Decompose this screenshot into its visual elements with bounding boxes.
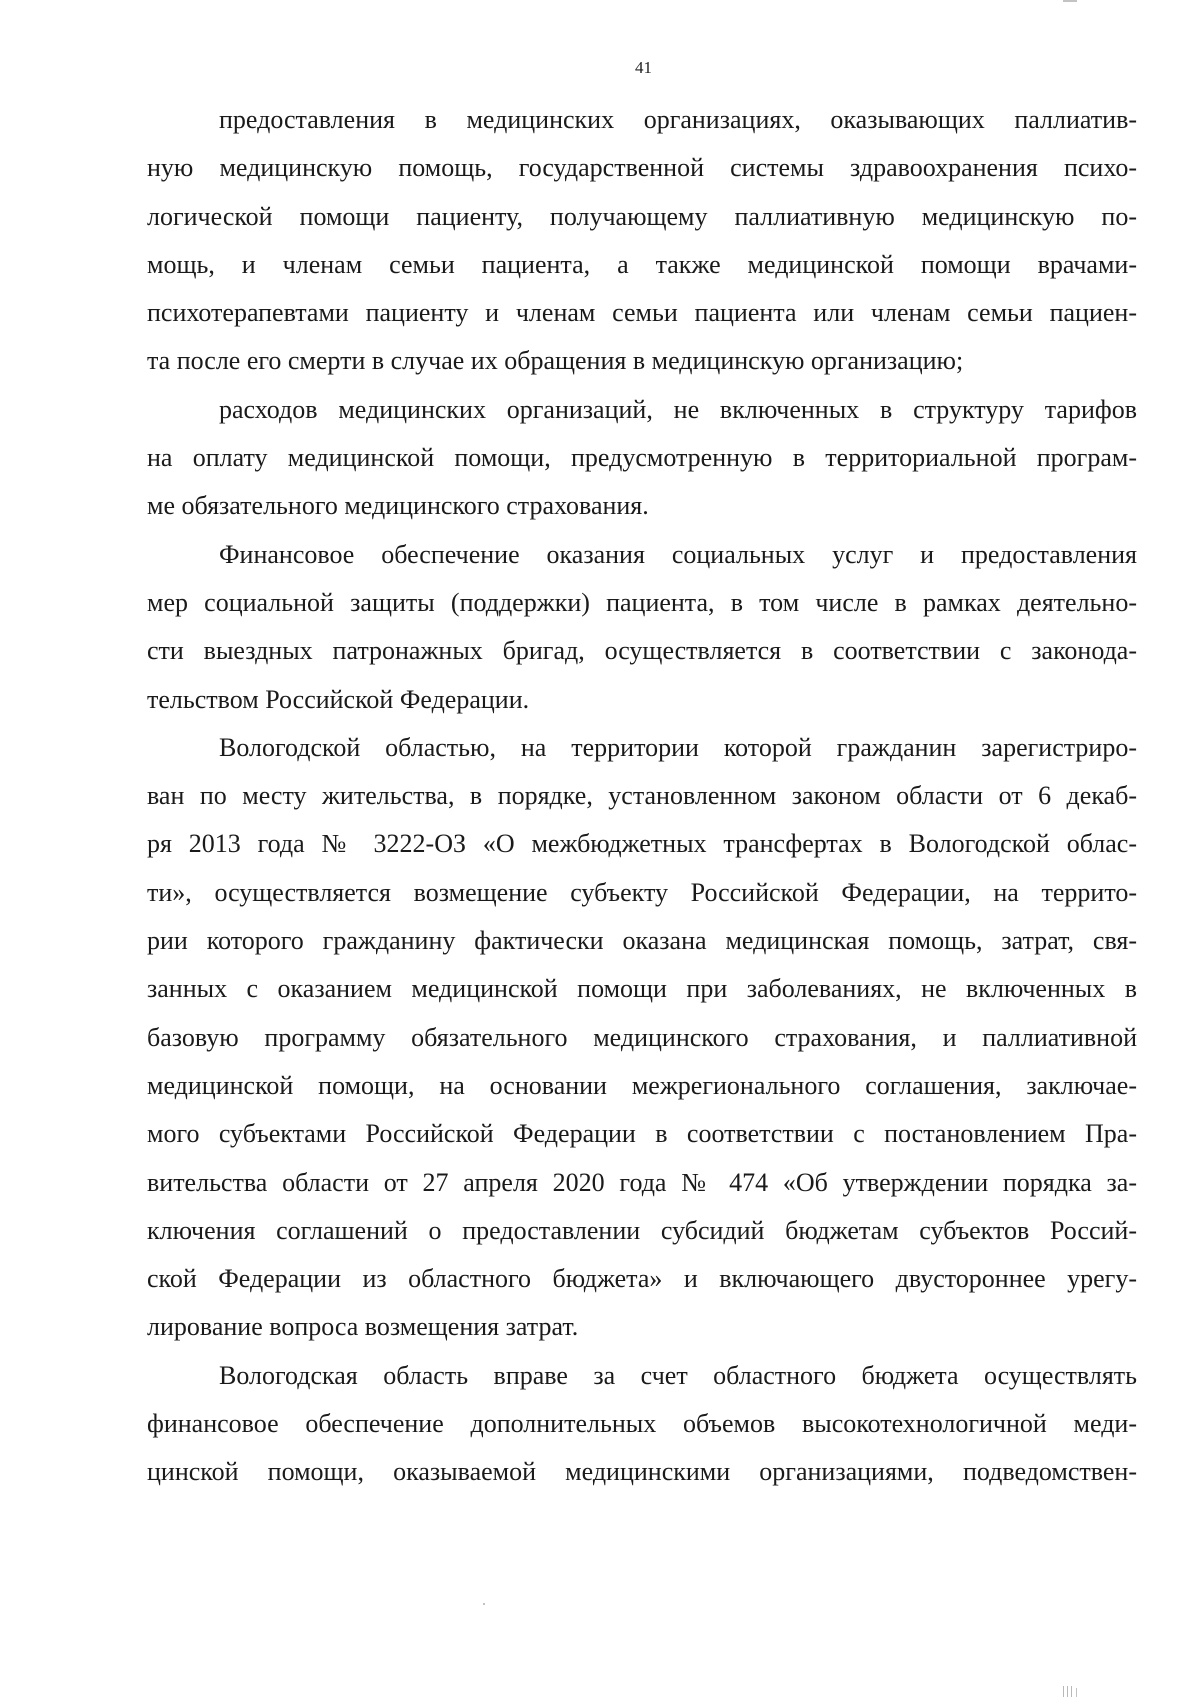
text-line: на оплату медицинской помощи, предусмотренную в территориальной програм- [147, 443, 1137, 473]
scan-artifact [1076, 1688, 1077, 1697]
text-line: ную медицинскую помощь, государственной системы здравоохранения психо- [147, 153, 1137, 183]
text-line: цинской помощи, оказываемой медицинскими организациями, подведомствен- [147, 1457, 1137, 1487]
text-line: предоставления в медицинских организациях, оказывающих паллиатив- [219, 105, 1137, 134]
text-line: мер социальной защиты (поддержки) пациента, в том числе в рамках деятельно- [147, 587, 1137, 617]
text-line: ван по месту жительства, в порядке, установленном законом области от 6 декаб- [147, 781, 1137, 811]
text-line: Финансовое обеспечение оказания социальных услуг и предоставления [219, 539, 1137, 569]
text-line: финансовое обеспечение дополнительных объемов высокотехнологичной меди- [147, 1409, 1137, 1439]
text-line: расходов медицинских организаций, не включенных в структуру тарифов [219, 394, 1137, 424]
scan-artifact [1063, 1686, 1064, 1697]
text-line: мощь, и членам семьи пациента, а также медицинской помощи врачами- [147, 249, 1137, 279]
page-number: 41 [635, 58, 652, 77]
text-line: ря 2013 года № 3222-ОЗ «О межбюджетных трансфертах в Вологодской облас- [147, 829, 1137, 859]
text-line: ключения соглашений о предоставлении субсидий бюджетам субъектов Россий- [147, 1215, 1137, 1245]
document-body [147, 96, 1137, 1497]
text-line: ти», осуществляется возмещение субъекту Российской Федерации, на террито- [147, 877, 1137, 907]
text-line: логической помощи пациенту, получающему паллиативную медицинскую по- [147, 201, 1137, 231]
text-line: Вологодская область вправе за счет областного бюджета осуществлять [219, 1360, 1137, 1390]
text-line: занных с оказанием медицинской помощи при заболеваниях, не включенных в [147, 974, 1137, 1004]
text-line: Вологодской областью, на территории которой гражданин зарегистриро- [219, 732, 1137, 762]
text-line: вительства области от 27 апреля 2020 года № 474 «Об утверждении порядка за- [147, 1167, 1137, 1197]
text-line: медицинской помощи, на основании межрегионального соглашения, заключае- [147, 1070, 1137, 1100]
text-line: ской Федерации из областного бюджета» и включающего двустороннее урегу- [147, 1264, 1137, 1294]
scan-artifact [483, 1603, 485, 1605]
text-line: лирование вопроса возмещения затрат. [147, 1312, 579, 1342]
text-line: мого субъектами Российской Федерации в соответствии с постановлением Пра- [147, 1119, 1137, 1149]
scan-artifact [1067, 1686, 1068, 1697]
text-line: базовую программу обязательного медицинского страхования, и паллиативной [147, 1022, 1137, 1052]
scan-artifact [1063, 0, 1077, 2]
text-line: ме обязательного медицинского страхования. [147, 491, 649, 521]
scan-artifact [1071, 1686, 1072, 1697]
text-line: та после его смерти в случае их обращения в медицинскую организацию; [147, 346, 964, 376]
text-line: сти выездных патронажных бригад, осуществляется в соответствии с законода- [147, 636, 1137, 666]
text-line: психотерапевтами пациенту и членам семьи пациента или членам семьи пациен- [147, 298, 1137, 328]
text-line: тельством Российской Федерации. [147, 684, 530, 714]
text-line: рии которого гражданину фактически оказана медицинская помощь, затрат, свя- [147, 926, 1137, 956]
